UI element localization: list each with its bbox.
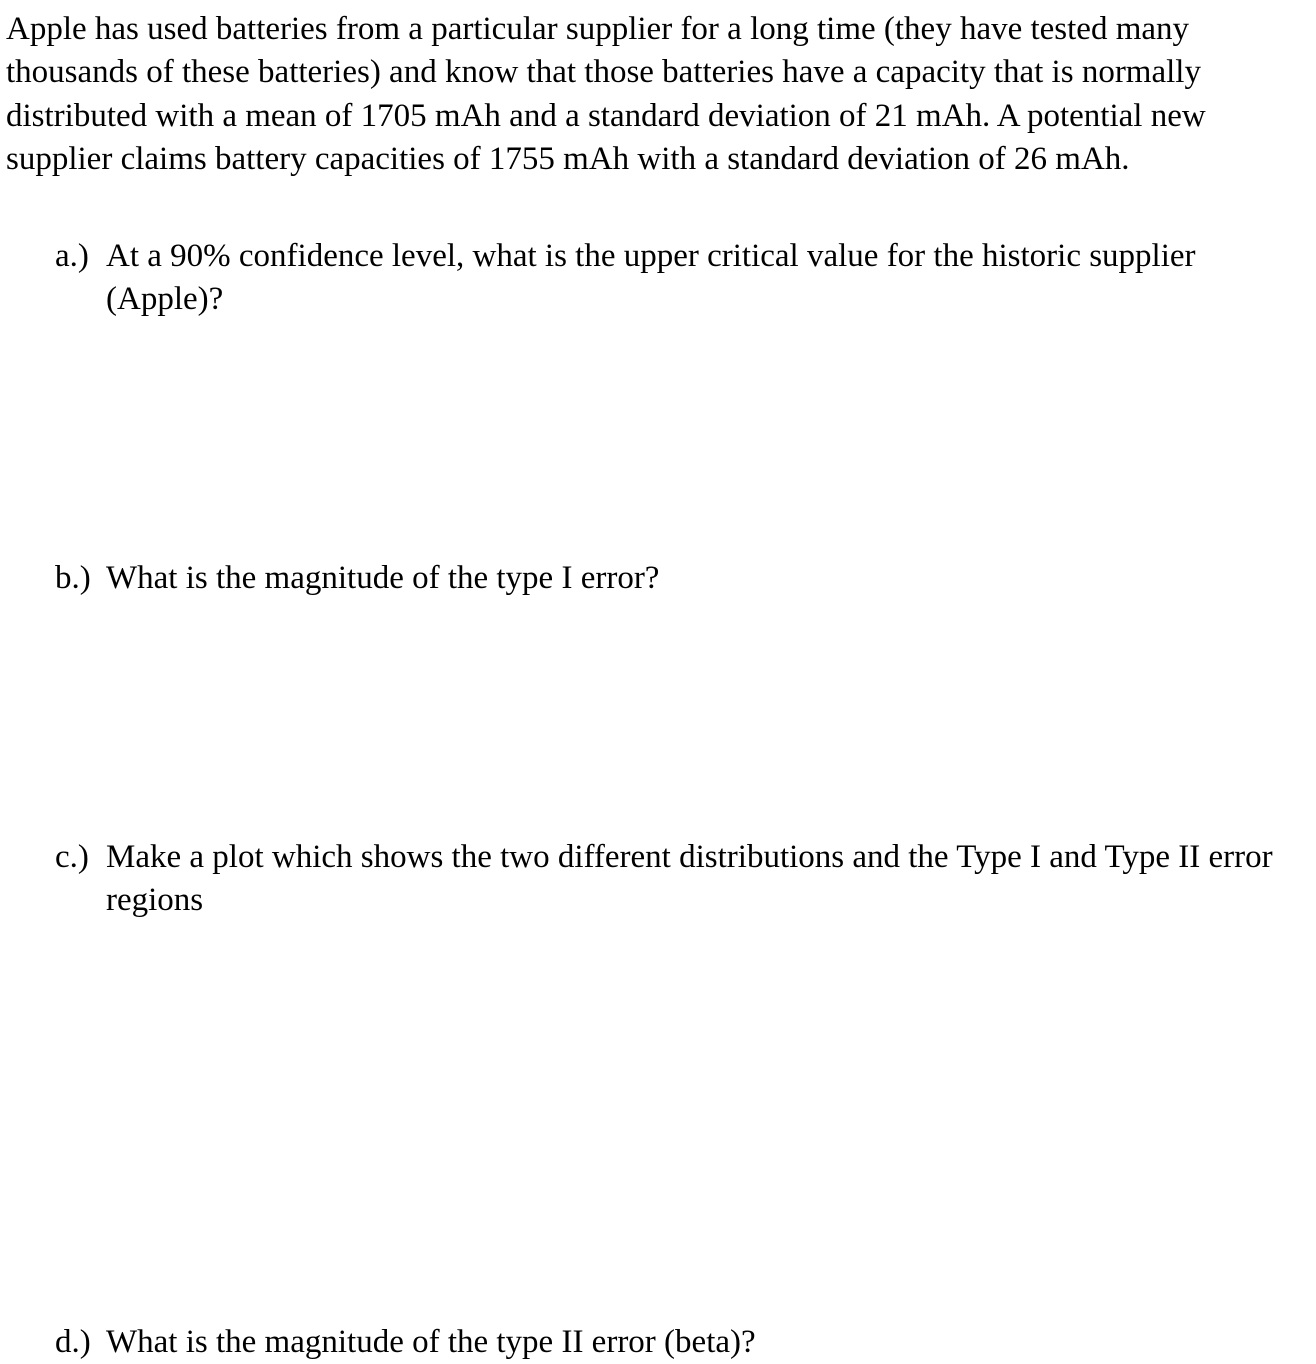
question-c: [55, 836, 1315, 923]
question-b-text: What is the magnitude of the type I error?: [106, 560, 660, 596]
question-d-label: d.): [55, 1324, 91, 1360]
problem-intro: Apple has used batteries from a particular supplier for a long time (they have tested many thousands of these batteries) and know that those batteries have a capacity that is normally distributed with a mean of 1705 mAh and a standard deviation of 21 mAh. A potential new supplier claims battery capacities of 1755 mAh with a standard deviation of 26 mAh.: [6, 11, 1206, 178]
question-a: [55, 235, 1315, 322]
question-a-label: a.): [55, 238, 89, 274]
question-a-text: At a 90% confidence level, what is the upper critical value for the historic supplier (Apple)?: [106, 238, 1196, 318]
question-d-text: What is the magnitude of the type II error (beta)?: [106, 1324, 756, 1360]
question-c-text: Make a plot which shows the two different distributions and the Type I and Type II error regions: [106, 839, 1273, 919]
question-d: [55, 1321, 1315, 1364]
question-c-label: c.): [55, 839, 89, 875]
question-b-label: b.): [55, 560, 91, 596]
question-b: [55, 557, 1315, 600]
